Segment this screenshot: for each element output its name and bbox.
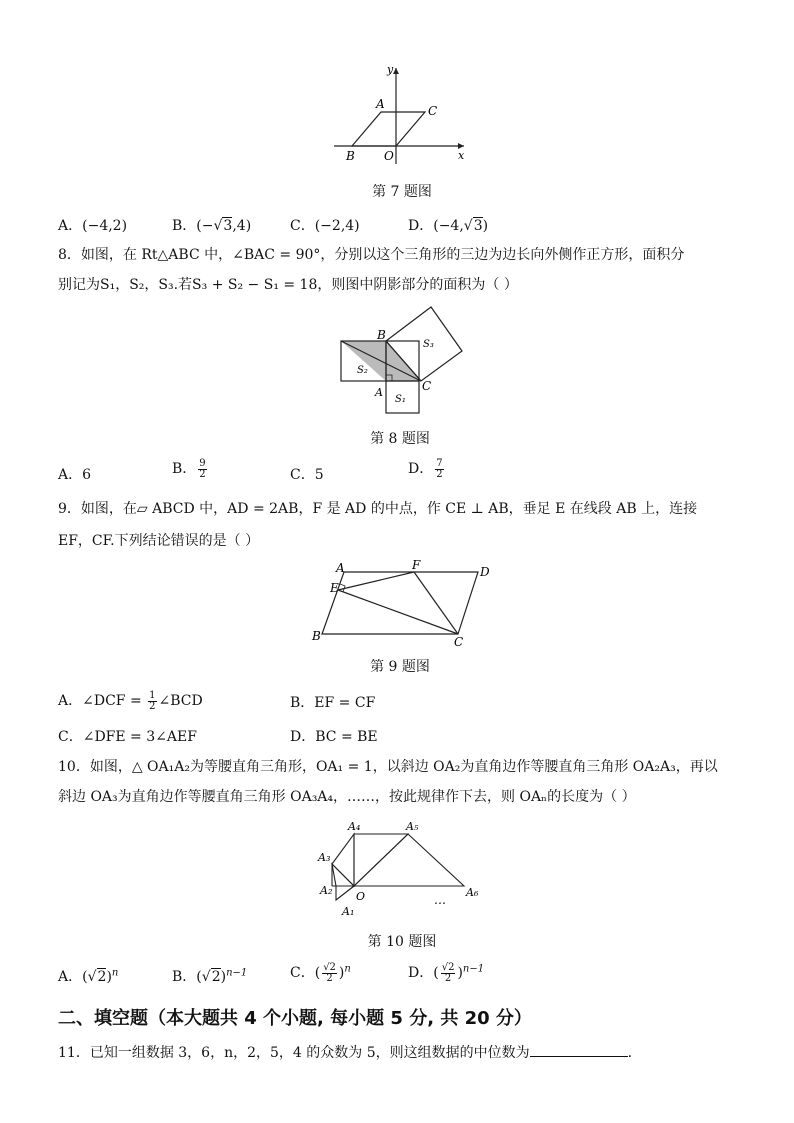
q9-label-f: F xyxy=(412,560,421,572)
q10-stem-line2: 斜边 OA₃为直角边作等腰直角三角形 OA₃A₄，……，按此规律作下去，则 OAₙ的长度为（ ） xyxy=(58,789,636,805)
q8-option-c[interactable]: C．5 xyxy=(290,467,324,483)
q10-stem-line1: 10．如图，△ OA₁A₂为等腰直角三角形，OA₁ = 1，以斜边 OA₂为直角边作等腰直角三角形 OA₂A₃，再以 xyxy=(58,759,718,775)
q7-caption: 第 7 题图 xyxy=(372,184,432,200)
q7-option-b[interactable]: B．(−√3,4) xyxy=(172,218,252,234)
q9-label-e: E xyxy=(330,581,339,595)
q10-figure xyxy=(314,814,494,922)
q7-label-y: y xyxy=(387,63,394,76)
q7-figure xyxy=(328,60,478,170)
q9-label-d: D xyxy=(480,565,490,579)
q7-option-d[interactable]: D．(−4,√3) xyxy=(408,218,489,234)
q10-label-a5: A₅ xyxy=(406,820,419,833)
q9-label-b: B xyxy=(312,629,321,643)
fraction: $\frac{1}{2}$ xyxy=(149,689,156,712)
q8-stem-line1: 8．如图，在 Rt△ABC 中，∠BAC = 90°，分别以这个三角形的三边为边长向外侧作正方形，面积分 xyxy=(58,247,685,263)
fraction: $\frac{9}{2}$ xyxy=(199,457,206,480)
q8-option-d[interactable]: D． $\frac{7}{2}$ xyxy=(408,457,443,480)
q10-option-a[interactable]: A．$(√2)^n$ xyxy=(58,967,119,985)
q9-option-a[interactable]: A．∠DCF = $\frac{1}{2}$ ∠BCD xyxy=(58,689,203,712)
q7-label-o: O xyxy=(384,149,394,163)
q8-label-s1: S₁ xyxy=(395,394,406,405)
q8-label-s2: S₂ xyxy=(357,365,368,376)
q10-label-o: O xyxy=(356,890,366,903)
q10-label-a1: A₁ xyxy=(342,905,355,918)
q7-label-a: A xyxy=(376,97,385,111)
q10-label-a2: A₂ xyxy=(320,884,333,897)
q10-option-d[interactable]: D．( $\frac{√2}{2}$ )$^{n-1}$ xyxy=(408,961,485,984)
section-title: 二、填空题（本大题共 4 个小题, 每小题 5 分, 共 20 分） xyxy=(58,1008,532,1029)
q8-figure xyxy=(335,305,470,415)
q10-label-a4: A₄ xyxy=(348,820,361,833)
answer-blank[interactable] xyxy=(530,1042,628,1057)
q10-option-b[interactable]: B．$(√2)^{n-1}$ xyxy=(172,967,248,985)
q8-option-b[interactable]: B． $\frac{9}{2}$ xyxy=(172,457,206,480)
q7-label-c: C xyxy=(428,104,438,118)
q9-caption: 第 9 题图 xyxy=(370,659,430,675)
q8-label-b: B xyxy=(377,328,386,342)
q8-stem-line2: 别记为S₁，S₂，S₃.若S₃ + S₂ − S₁ = 18，则图中阴影部分的面积为（ ） xyxy=(58,277,518,293)
q10-option-c[interactable]: C．( $\frac{√2}{2}$ )$^n$ xyxy=(290,961,351,984)
q9-stem-line1: 9．如图，在▱ ABCD 中，AD = 2AB，F 是 AD 的中点，作 CE ⊥ AB，垂足 E 在线段 AB 上，连接 xyxy=(58,501,698,517)
q8-caption: 第 8 题图 xyxy=(370,431,430,447)
q8-label-c: C xyxy=(422,379,432,393)
q8-label-a: A xyxy=(375,386,383,399)
q9-option-b[interactable]: B．EF = CF xyxy=(290,695,376,711)
q10-label-a3: A₃ xyxy=(318,851,331,864)
fraction: $\frac{7}{2}$ xyxy=(436,457,443,480)
q9-stem-line2: EF，CF.下列结论错误的是（ ） xyxy=(58,533,260,549)
q7-label-x: x xyxy=(458,149,465,162)
q10-caption: 第 10 题图 xyxy=(367,934,437,950)
q8-option-a[interactable]: A．6 xyxy=(58,467,92,483)
q9-option-d[interactable]: D．BC = BE xyxy=(290,729,378,745)
q9-option-c[interactable]: C．∠DFE = 3∠AEF xyxy=(58,729,197,745)
q8-label-s3: S₃ xyxy=(423,339,434,350)
fraction: $\frac{√2}{2}$ xyxy=(441,961,455,984)
q11-stem: 11．已知一组数据 3，6，n，2，5，4 的众数为 5，则这组数据的中位数为 . xyxy=(58,1042,754,1064)
q9-label-a: A xyxy=(336,561,345,575)
q9-figure xyxy=(308,560,498,650)
q7-option-a[interactable]: A．(−4,2) xyxy=(58,218,128,234)
q7-option-c[interactable]: C．(−2,4) xyxy=(290,218,360,234)
fraction: $\frac{√2}{2}$ xyxy=(323,961,336,984)
q7-label-b: B xyxy=(346,149,355,163)
q9-label-c: C xyxy=(454,635,464,649)
q10-label-a6: A₆ xyxy=(466,886,479,899)
q10-label-dots: … xyxy=(434,893,446,907)
